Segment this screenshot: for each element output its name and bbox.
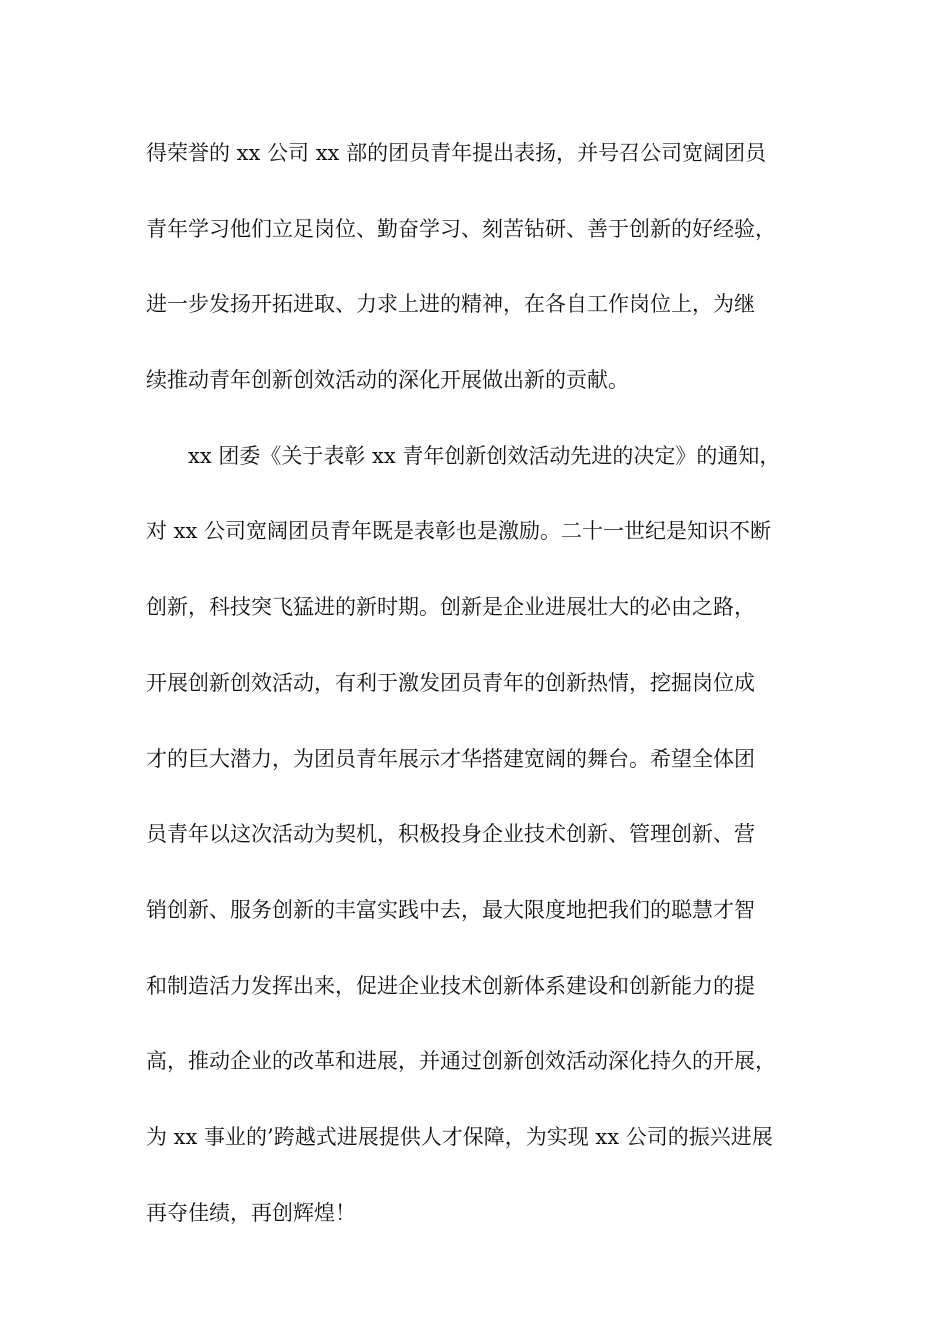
text-line: 和制造活力发挥出来，促进企业技术创新体系建设和创新能力的提 (146, 973, 755, 998)
text-line: 才的巨大潜力，为团员青年展示才华搭建宽阔的舞台。希望全体团 (146, 746, 755, 771)
text-line: 进一步发扬开拓进取、力求上进的精神，在各自工作岗位上，为继 (146, 292, 755, 317)
text-line: 为 xx 事业的’跨越式进展提供人才保障，为实现 xx 公司的振兴进展 (146, 1124, 773, 1149)
text-line: 开展创新创效活动，有利于激发团员青年的创新热情，挖掘岗位成 (146, 670, 755, 695)
text-line: 再夺佳绩，再创辉煌！ (146, 1200, 356, 1225)
text-line: 员青年以这次活动为契机，积极投身企业技术创新、管理创新、营 (146, 822, 755, 847)
text-line: 高，推动企业的改革和进展，并通过创新创效活动深化持久的开展， (146, 1049, 776, 1074)
text-line: 对 xx 公司宽阔团员青年既是表彰也是激励。二十一世纪是知识不断 (146, 519, 772, 544)
text-line: 青年学习他们立足岗位、勤奋学习、刻苦钻研、善于创新的好经验， (146, 216, 776, 241)
paragraph-start-line: xx 团委《关于表彰 xx 青年创新创效活动先进的决定》的通知， (188, 443, 781, 468)
text-line: 销创新、服务创新的丰富实践中去，最大限度地把我们的聪慧才智 (146, 897, 755, 922)
body-text (146, 131, 836, 1266)
text-line: 得荣誉的 xx 公司 xx 部的团员青年提出表扬，并号召公司宽阔团员 (146, 141, 767, 165)
text-line: 创新，科技突飞猛进的新时期。创新是企业进展壮大的必由之路， (146, 595, 755, 620)
text-line: 续推动青年创新创效活动的深化开展做出新的贡献。 (146, 368, 629, 393)
